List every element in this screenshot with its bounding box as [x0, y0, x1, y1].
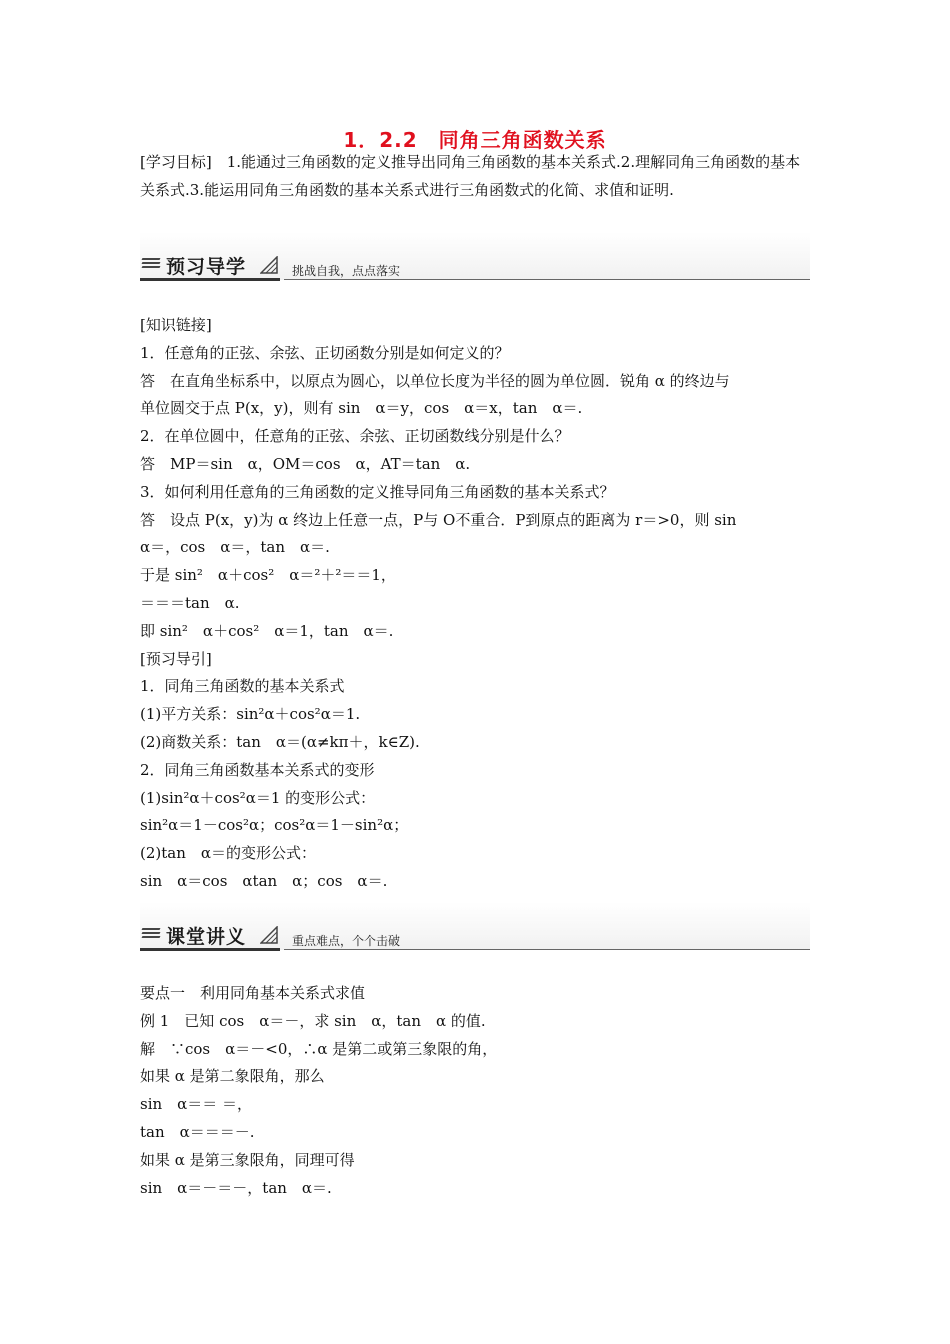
text-line: 于是 sin² α＋cos² α＝²＋²＝＝1，	[140, 566, 396, 585]
text-line: 答 MP＝sin α，OM＝cos α，AT＝tan α.	[140, 454, 471, 473]
banner-underline	[140, 948, 280, 951]
section-banner-lecture	[140, 902, 810, 954]
text-line: [预习导引]	[140, 649, 212, 668]
text-line: sin α＝＝ ＝，	[140, 1095, 253, 1114]
text-line: (1)sin²α＋cos²α＝1 的变形公式：	[140, 788, 376, 807]
banner-rule	[284, 279, 810, 280]
section-subtitle: 挑战自我，点点落实	[292, 264, 401, 278]
stripes-icon	[142, 928, 160, 942]
text-line: 答 设点 P(x，y)为 α 终边上任意一点，P与 O不重合．P到原点的距离为 r＝>0，则 sin	[140, 510, 737, 529]
page-title: 1．2.2 同角三角函数关系	[343, 128, 607, 152]
text-line: (1)平方关系：sin²α＋cos²α＝1.	[140, 705, 361, 724]
text-line: 即 sin² α＋cos² α＝1，tan α＝.	[140, 621, 394, 640]
section-banner-preview	[140, 232, 810, 284]
text-line: 如果 α 是第三象限角，同理可得	[140, 1150, 355, 1169]
text-line: ＝＝＝tan α.	[140, 593, 240, 612]
preview-content	[140, 312, 820, 896]
text-line: 解 ∵cos α＝－<0，∴α 是第二或第三象限的角，	[140, 1039, 498, 1058]
section-subtitle: 重点难点，个个击破	[292, 934, 401, 948]
lecture-content	[140, 980, 820, 1202]
text-line: α＝，cos α＝，tan α＝.	[140, 538, 330, 557]
text-line: sin²α＝1－cos²α；cos²α＝1－sin²α；	[140, 816, 409, 835]
text-line: 2．在单位圆中，任意角的正弦、余弦、正切函数线分别是什么？	[140, 427, 570, 446]
text-line: 要点一 利用同角基本关系式求值	[140, 984, 366, 1002]
section-label: 预习导学	[166, 256, 247, 278]
triangle-icon	[260, 256, 278, 274]
banner-underline	[140, 278, 280, 281]
triangle-icon	[260, 926, 278, 944]
text-line: tan α＝＝＝－.	[140, 1122, 255, 1141]
text-line: sin α＝cos αtan α；cos α＝.	[140, 871, 388, 890]
text-line: 答 在直角坐标系中，以原点为圆心，以单位长度为半径的圆为单位圆．锐角 α 的终边与	[140, 371, 730, 390]
learning-goals: [学习目标] 1.能通过三角函数的定义推导出同角三角函数的基本关系式.2.理解同角三角函数的基本关系式.3.能运用同角三角函数的基本关系式进行三角函数式的化简、求值和证明.	[140, 153, 801, 199]
text-line: (2)商数关系：tan α＝(α≠kπ＋，k∈Z).	[140, 732, 420, 751]
stripes-icon	[142, 258, 160, 272]
text-line: 1．任意角的正弦、余弦、正切函数分别是如何定义的？	[140, 343, 510, 362]
text-line: 3．如何利用任意角的三角函数的定义推导同角三角函数的基本关系式？	[140, 482, 615, 501]
text-line: 1．同角三角函数的基本关系式	[140, 677, 345, 696]
text-line: 单位圆交于点 P(x，y)，则有 sin α＝y，cos α＝x，tan α＝.	[140, 399, 583, 418]
text-line: sin α＝－＝－，tan α＝.	[140, 1178, 332, 1197]
section-label: 课堂讲义	[166, 926, 247, 948]
text-line: 例 1 已知 cos α＝－，求 sin α，tan α 的值.	[140, 1011, 486, 1030]
text-line: (2)tan α＝的变形公式：	[140, 844, 317, 863]
banner-rule	[284, 949, 810, 950]
text-line: 如果 α 是第二象限角，那么	[140, 1067, 325, 1086]
text-line: [知识链接]	[140, 316, 212, 334]
text-line: 2．同角三角函数基本关系式的变形	[140, 760, 375, 779]
